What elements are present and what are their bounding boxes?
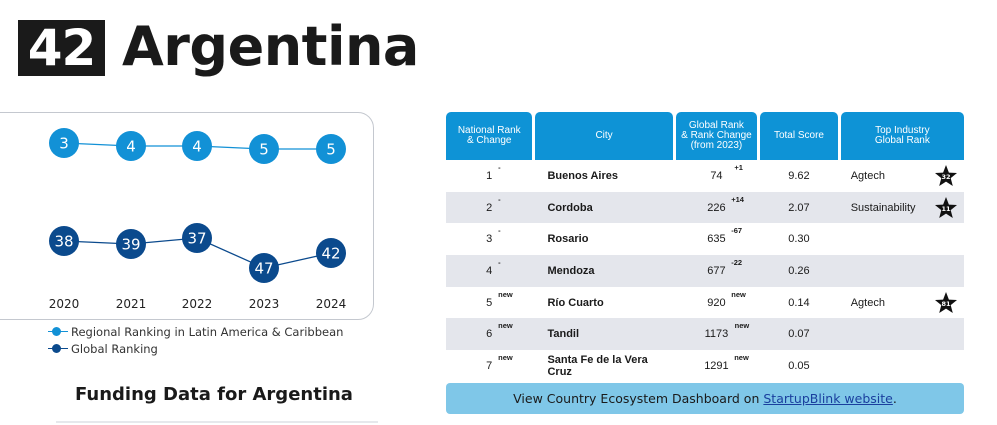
global-rank-change: -22	[731, 257, 743, 267]
cell-national-rank	[446, 223, 532, 255]
header-national-rank: National Rank & Change	[446, 112, 532, 160]
cell-top-industry	[841, 318, 964, 350]
table-row	[446, 287, 964, 319]
cell-national-rank	[446, 318, 532, 350]
global-rank-change: +1	[734, 162, 743, 172]
industry-name: Agtech	[850, 169, 885, 182]
global-rank-value: 74	[710, 169, 723, 182]
cell-top-industry	[841, 350, 964, 382]
global-rank-change: +14	[731, 194, 744, 204]
national-rank-value: 4	[486, 264, 493, 277]
cell-total-score: 2.07	[788, 201, 810, 214]
point-label-regional: 4	[126, 137, 136, 156]
footer-suffix: .	[892, 391, 897, 406]
national-rank-change: new	[498, 289, 513, 299]
table-row	[446, 160, 964, 192]
global-rank-value: 1173	[704, 328, 729, 341]
cell-total-score: 0.14	[788, 296, 810, 309]
table-row	[446, 192, 964, 224]
national-rank-value: 1	[486, 169, 493, 182]
point-label-global: 47	[254, 259, 274, 278]
country-title: Argentina	[122, 15, 419, 78]
table-row	[446, 255, 964, 287]
cell-city: Rosario	[547, 233, 589, 246]
cell-city: Mendoza	[547, 264, 595, 277]
startupblink-link[interactable]: StartupBlink website	[763, 391, 893, 406]
global-rank-value: 226	[707, 201, 726, 214]
chart-legend	[48, 323, 343, 357]
x-tick-label: 2024	[315, 297, 347, 311]
cell-global-rank	[676, 223, 758, 255]
x-tick-label: 2021	[115, 297, 147, 311]
cell-national-rank	[446, 287, 532, 319]
point-label-regional: 5	[259, 140, 269, 159]
national-rank-value: 3	[486, 233, 493, 246]
national-rank-change: new	[498, 352, 513, 362]
legend-global-label: Global Ranking	[71, 341, 158, 356]
table-body	[446, 160, 964, 382]
point-label-regional: 4	[192, 137, 202, 156]
national-rank-value: 2	[486, 201, 493, 214]
header-city: City	[535, 112, 672, 160]
industry-rank-value: 11	[941, 204, 951, 213]
industry-rank-star-icon	[934, 291, 958, 315]
national-rank-change: -	[498, 226, 501, 236]
table-header	[446, 112, 964, 160]
national-rank-value: 7	[486, 359, 493, 372]
global-rank-value: 677	[707, 264, 726, 277]
cell-total-score: 0.07	[788, 328, 810, 341]
legend-regional-marker-icon	[48, 331, 68, 333]
industry-rank-value: 81	[941, 299, 951, 308]
cell-total-score: 0.30	[788, 233, 810, 246]
table-row	[446, 223, 964, 255]
cell-national-rank	[446, 255, 532, 287]
cell-total-score: 0.26	[788, 264, 810, 277]
national-rank-change: -	[498, 194, 501, 204]
global-rank-value: 1291	[704, 359, 729, 372]
cell-total-score: 0.05	[788, 359, 810, 372]
cell-national-rank	[446, 160, 532, 192]
cell-top-industry	[841, 160, 964, 192]
industry-name: Sustainability	[850, 201, 916, 214]
cell-city: Tandil	[547, 328, 580, 341]
country-rank-badge: 42	[18, 20, 105, 76]
global-rank-change: new	[731, 289, 746, 299]
cell-top-industry	[841, 223, 964, 255]
cell-city: Cordoba	[547, 201, 593, 214]
table-row	[446, 318, 964, 350]
national-rank-value: 6	[486, 328, 493, 341]
cell-city: Santa Fe de la Vera Cruz	[547, 353, 648, 378]
header-top-industry: Top Industry Global Rank	[841, 112, 964, 160]
industry-rank-star-icon	[934, 164, 958, 188]
cell-total-score: 9.62	[788, 169, 810, 182]
cell-global-rank	[676, 160, 758, 192]
point-label-global: 42	[321, 244, 341, 263]
cell-global-rank	[676, 192, 758, 224]
cell-global-rank	[676, 287, 758, 319]
legend-item-global	[48, 340, 343, 357]
x-tick-label: 2020	[48, 297, 80, 311]
cell-national-rank	[446, 350, 532, 382]
point-label-regional: 5	[326, 140, 336, 159]
global-rank-change: new	[734, 321, 750, 331]
point-label-global: 38	[54, 232, 74, 251]
point-label-regional: 3	[59, 134, 69, 153]
global-rank-change: new	[734, 352, 749, 362]
cell-global-rank	[676, 255, 758, 287]
funding-section-title: Funding Data for Argentina	[75, 384, 353, 405]
cell-global-rank	[676, 318, 758, 350]
point-label-global: 39	[121, 235, 141, 254]
global-rank-value: 920	[707, 296, 726, 309]
national-rank-value: 5	[486, 296, 493, 309]
cell-national-rank	[446, 192, 532, 224]
global-rank-value: 635	[707, 233, 726, 246]
cell-global-rank	[676, 350, 758, 382]
dashboard-link-bar[interactable]	[446, 383, 964, 414]
cell-top-industry	[841, 192, 964, 224]
industry-rank-star-icon	[934, 196, 958, 220]
footer-text: View Country Ecosystem Dashboard on	[513, 391, 760, 406]
industry-rank-value: 32	[941, 172, 951, 181]
header-total-score: Total Score	[760, 112, 838, 160]
cell-city: Buenos Aires	[547, 169, 618, 182]
legend-global-marker-icon	[48, 348, 68, 350]
x-tick-label: 2023	[248, 297, 280, 311]
point-label-global: 37	[187, 229, 207, 248]
ranking-line-chart	[0, 112, 380, 322]
cell-top-industry	[841, 255, 964, 287]
national-rank-change: new	[498, 321, 513, 331]
city-ranking-table	[446, 112, 964, 382]
cell-top-industry	[841, 287, 964, 319]
legend-item-regional	[48, 323, 343, 340]
table-row	[446, 350, 964, 382]
industry-name: Agtech	[850, 296, 885, 309]
funding-divider	[56, 421, 378, 423]
x-tick-label: 2022	[181, 297, 213, 311]
header-global-rank: Global Rank & Rank Change (from 2023)	[676, 112, 758, 160]
legend-regional-label: Regional Ranking in Latin America & Caribbean	[71, 324, 344, 339]
cell-city: Río Cuarto	[547, 296, 604, 309]
global-rank-change: -67	[731, 226, 743, 236]
national-rank-change: -	[498, 257, 501, 267]
national-rank-change: -	[498, 162, 501, 172]
